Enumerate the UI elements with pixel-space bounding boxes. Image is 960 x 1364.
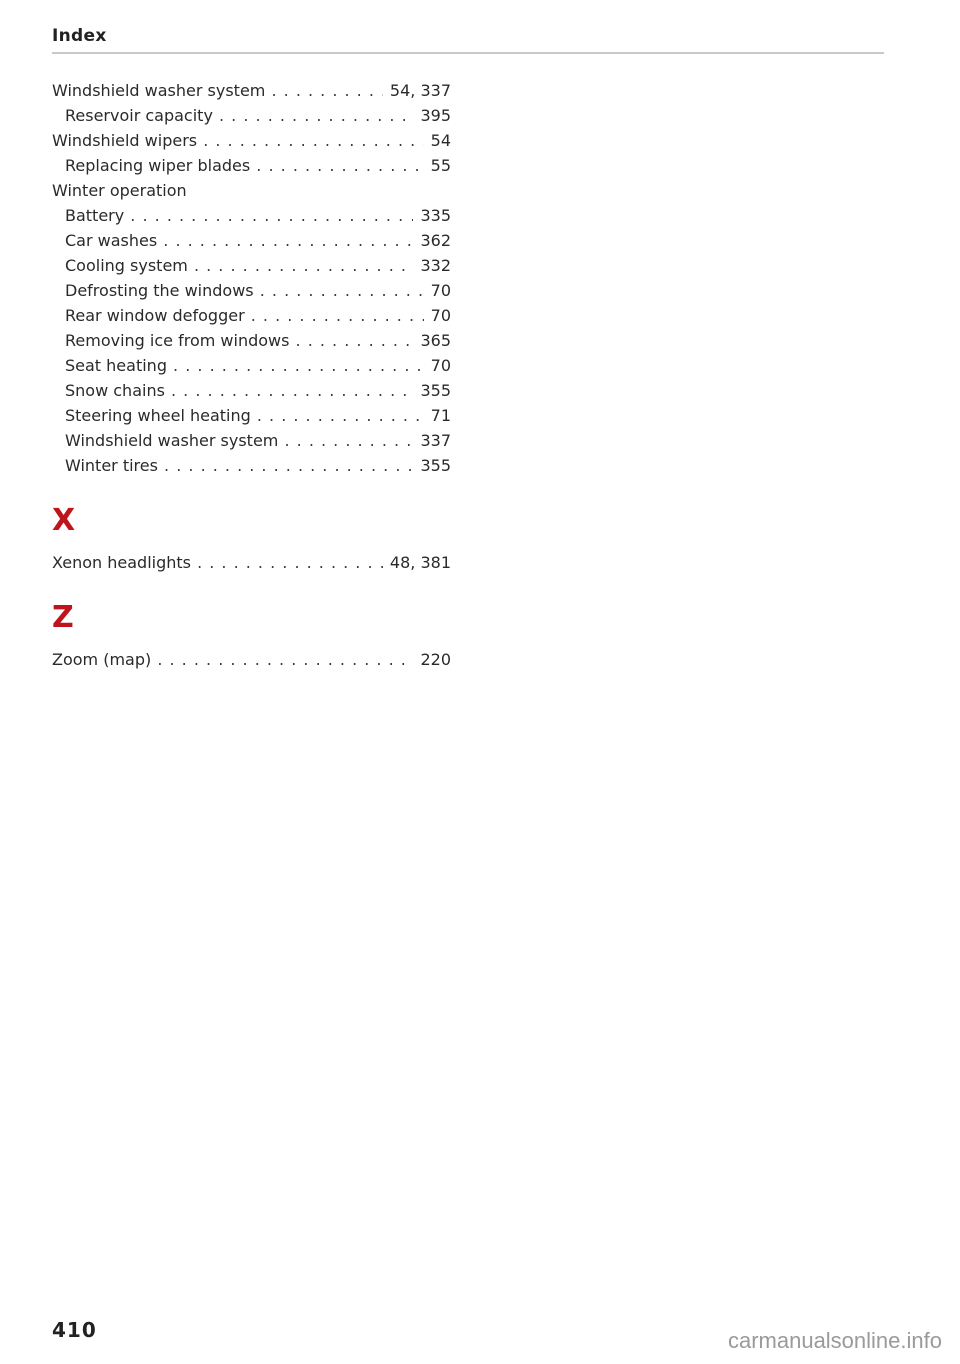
index-entry-pages: 355 [413, 453, 451, 478]
index-entry [52, 278, 451, 303]
index-entry [52, 378, 451, 403]
index-entry-label: Seat heating . . . [65, 356, 451, 375]
index-entry [52, 550, 451, 575]
index-entry-pages: 332 [413, 253, 451, 278]
index-entry-label: Winter tires . . . [65, 456, 451, 475]
index-entry-pages: 54 [424, 128, 451, 153]
index-entry [52, 303, 451, 328]
index-entry-pages: 70 [424, 353, 451, 378]
index-entry-label: Steering wheel heating . . . [65, 406, 451, 425]
index-entry [52, 647, 451, 672]
index-entry-label: Xenon headlights . . . [52, 553, 451, 572]
watermark: carmanualsonline.info [727, 1328, 942, 1353]
index-header-title: Index [52, 26, 107, 46]
index-entry [52, 203, 451, 228]
index-entry-label: Removing ice from windows . . . [65, 331, 451, 350]
x-entries-list [52, 550, 451, 575]
index-entry [52, 228, 451, 253]
index-entry-pages: 395 [413, 103, 451, 128]
index-entry-pages: 337 [413, 428, 451, 453]
index-entry [52, 78, 451, 103]
index-entry-label: Winter operation [52, 181, 187, 200]
index-entry [52, 128, 451, 153]
index-entry-label: Car washes . . . [65, 231, 451, 250]
index-entry-label: Windshield washer system . . . [52, 81, 451, 100]
index-entry [52, 103, 451, 128]
index-entry-label: Battery . . . [65, 206, 451, 225]
w-entries-list [52, 78, 451, 478]
index-entry [52, 353, 451, 378]
page-number: 410 [52, 1318, 97, 1342]
index-entry-label: Rear window defogger . . . [65, 306, 451, 325]
index-entry [52, 453, 451, 478]
index-entry-pages: 70 [424, 303, 451, 328]
index-entry-label: Defrosting the windows . . . [65, 281, 451, 300]
index-column [52, 78, 451, 672]
index-entry-pages: 362 [413, 228, 451, 253]
index-entry-pages: 54, 337 [383, 78, 451, 103]
index-entry-label: Replacing wiper blades . . . [65, 156, 451, 175]
index-entry-label: Reservoir capacity . . . [65, 106, 451, 125]
index-entry-label: Snow chains . . . [65, 381, 451, 400]
index-entry-label: Windshield washer system . . . [65, 431, 451, 450]
index-entry-pages: 365 [413, 328, 451, 353]
index-entry-label: Cooling system . . . [65, 256, 451, 275]
index-entry [52, 153, 451, 178]
index-entry-pages: 335 [413, 203, 451, 228]
index-entry-label: Windshield wipers . . . [52, 131, 451, 150]
index-entry-pages: 220 [413, 647, 451, 672]
index-entry-pages: 355 [413, 378, 451, 403]
index-entry-pages: 71 [424, 403, 451, 428]
index-entry [52, 178, 451, 203]
header-divider [52, 52, 884, 54]
index-entry-label: Zoom (map) . . . [52, 650, 451, 669]
section-letter-x: X [52, 503, 76, 538]
index-entry [52, 428, 451, 453]
index-entry [52, 253, 451, 278]
index-entry [52, 328, 451, 353]
section-letter-z: Z [52, 600, 74, 635]
z-entries-list [52, 647, 451, 672]
index-entry-pages: 55 [424, 153, 451, 178]
index-entry [52, 403, 451, 428]
index-entry-pages: 70 [424, 278, 451, 303]
index-entry-pages: 48, 381 [383, 550, 451, 575]
